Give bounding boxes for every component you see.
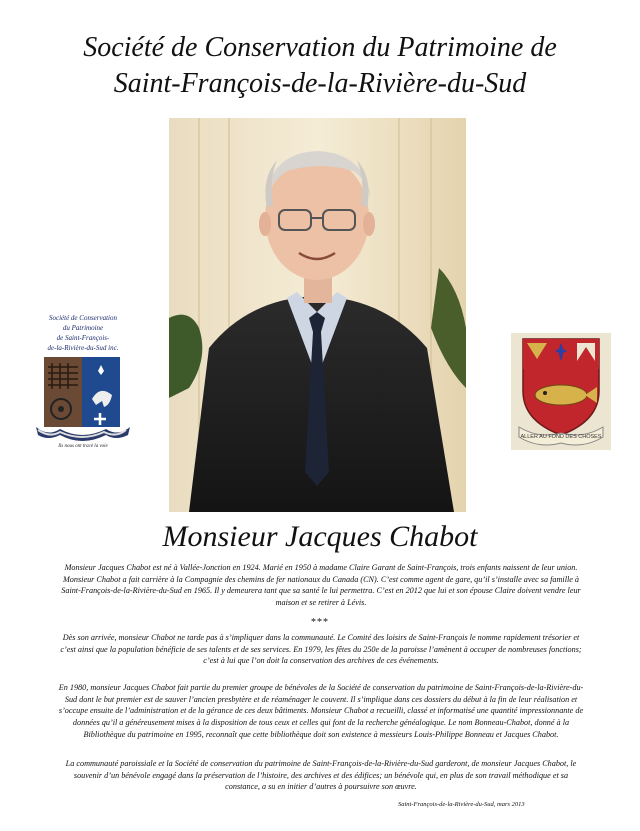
logo-line-3: de Saint-François- [56, 334, 110, 342]
biography-paragraph-1: Monsieur Jacques Chabot est né à Vallée-Jonction en 1924. Marié en 1950 à madame Claire Garant de Saint-François, trois enfants naissent de leur union. Monsieur Chabot a fait carrière à la Compagnie des chemins de fer nationaux du Canada (CN). C’est comme agent de gare, qu’il s’installe avec sa famille à Saint-François-de-la-Rivière-du-Sud en 1965. Il y demeurera tant que sa santé le lui permettra. C’est en 2012 que lui et son épouse Claire doivent vendre leur maison et se retirer à Lévis. [61, 563, 581, 608]
society-logo-text [30, 313, 136, 353]
title-line-1: Société de Conservation du Patrimoine de [83, 32, 557, 63]
section-separator: *** [311, 617, 329, 628]
biography-paragraph-4: La communauté paroissiale et la Société de conservation du patrimoine de Saint-François-de-la-Rivière-du-Sud garderont, de monsieur Jacques Chabot, le souvenir d’un bénévole engagé dans la préservation de l’histoire, des archives et des édifices; un bénévole qui, en plus de son travail méthodique et sa constance, a su en initier d’autres à poursuivre son œuvre. [65, 759, 577, 792]
person-name: Monsieur Jacques Chabot [162, 520, 478, 553]
society-logo [30, 313, 136, 458]
society-shield-icon [30, 353, 136, 445]
logo-line-2: du Patrimoine [62, 324, 104, 332]
parish-coat-of-arms [511, 333, 611, 450]
signature-line: Saint-François-de-la-Rivière-du-Sud, mars 2013 [398, 801, 525, 808]
society-logo-motto: Ils nous ont tracé la voie [58, 444, 108, 449]
logo-line-1: Société de Conservation [48, 314, 118, 322]
page-title [0, 30, 640, 102]
title-line-2: Saint-François-de-la-Rivière-du-Sud [113, 68, 527, 99]
logo-line-4: de-la-Rivière-du-Sud inc. [47, 344, 119, 352]
biography-paragraph-2: Dès son arrivée, monsieur Chabot ne tarde pas à s’impliquer dans la communauté. Le Comité des loisirs de Saint-François le nomme rapidement trésorier et c’est ainsi que la population bénéficie de ses talents et de ses services. En 1979, les fêtes du 250e de la paroisse l’amènent à occuper de nombreuses fonctions; c’est à lui que l’on doit la conservation des archives de ces événements. [60, 633, 582, 666]
portrait-photo [169, 118, 466, 512]
coat-of-arms-icon [511, 333, 611, 450]
crest-motto: ALLER AU FOND DES CHOSES [520, 434, 602, 440]
biography-paragraph-3: En 1980, monsieur Jacques Chabot fait partie du premier groupe de bénévoles de la Société de conservation du patrimoine de Saint-François-de-la-Rivière-du-Sud dont le but premier est de sauver l’ancien presbytère et de réaménager le couvent. Il s’implique dans ces dossiers du début à la fin de leur réalisation et s’occupe ensuite de l’administration et de la gérance de ces deux bâtiments. Monsieur Chabot a recueilli, classé et informatisé une quantité impressionnante de données qu’il a généreusement mises à la disposition de tous ceux et celles qui font de la recherche généalogique. Le nom Bonneau-Chabot, donné à la Bibliothèque du patrimoine en 1995, reconnaît que cette bibliothèque doit son existence à messieurs Louis-Philippe Bonneau et Jacques Chabot. [58, 683, 584, 739]
